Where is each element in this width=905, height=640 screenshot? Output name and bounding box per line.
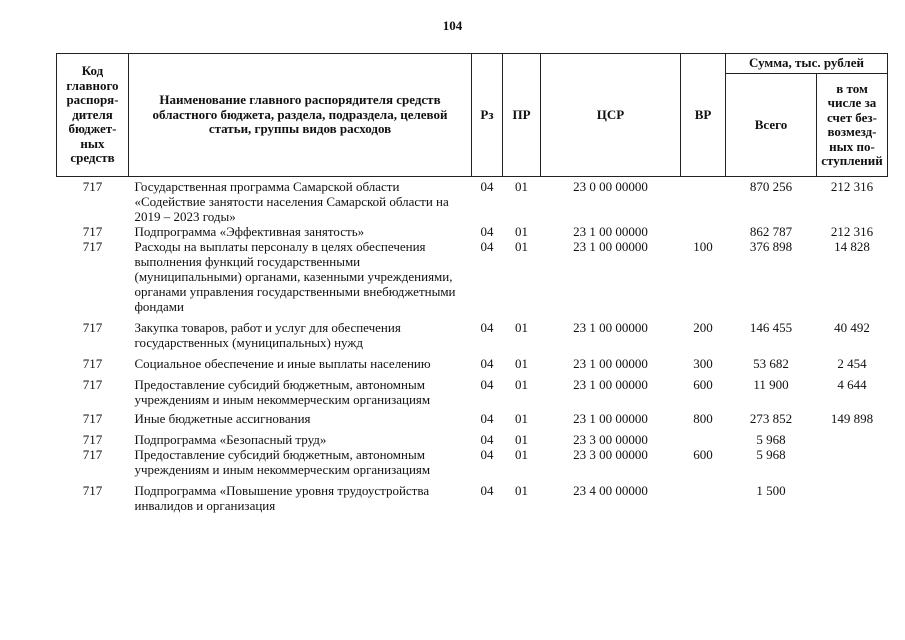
cell-vr (681, 426, 726, 447)
cell-rz: 04 (480, 377, 494, 392)
table-row (57, 371, 888, 407)
cell-free: 149 898 (830, 411, 874, 426)
cell-free: 212 316 (830, 179, 874, 194)
cell-pr: 01 (515, 320, 528, 335)
cell-name: Подпрограмма «Эффективная занятость» (134, 224, 365, 239)
cell-free: 212 316 (830, 224, 874, 239)
cell-rz: 04 (480, 483, 494, 498)
cell-csr: 23 1 00 00000 (573, 239, 648, 254)
cell-pr: 01 (515, 432, 528, 447)
cell-rz: 04 (480, 224, 494, 239)
cell-csr: 23 1 00 00000 (573, 411, 648, 426)
cell-csr: 23 4 00 00000 (573, 483, 648, 498)
cell-name: Подпрограмма «Повышение уровня трудоустройства инвалидов и организация (134, 483, 430, 513)
cell-code: 717 (82, 239, 103, 254)
table-row (57, 314, 888, 350)
cell-rz: 04 (480, 179, 494, 194)
cell-name: Социальное обеспечение и иные выплаты населению (134, 356, 431, 371)
header-sum: Сумма, тыс. рублей (726, 54, 888, 74)
cell-rz: 04 (480, 356, 494, 371)
cell-name: Предоставление субсидий бюджетным, автономным учреждениям и иным некоммерческим организациям (134, 447, 431, 477)
cell-pr: 01 (515, 411, 528, 426)
cell-name: Подпрограмма «Безопасный труд» (134, 432, 327, 447)
table-row (57, 350, 888, 371)
cell-code: 717 (82, 432, 103, 447)
cell-csr: 23 0 00 00000 (573, 179, 648, 194)
table-row (57, 407, 888, 426)
table-row (57, 177, 888, 225)
table-row (57, 447, 888, 477)
cell-code: 717 (82, 483, 103, 498)
cell-total: 376 898 (749, 239, 793, 254)
cell-name: Закупка товаров, работ и услуг для обеспечения государственных (муниципальных) нужд (134, 320, 401, 350)
cell-csr: 23 3 00 00000 (573, 432, 648, 447)
cell-free (817, 447, 888, 477)
cell-pr: 01 (515, 447, 528, 462)
cell-rz: 04 (480, 320, 494, 335)
page-number: 104 (442, 18, 463, 33)
header-total: Всего (726, 74, 817, 177)
cell-rz: 04 (480, 239, 494, 254)
cell-total: 862 787 (749, 224, 793, 239)
table-row (57, 239, 888, 314)
cell-code: 717 (82, 320, 103, 335)
cell-name: Предоставление субсидий бюджетным, автономным учреждениям и иным некоммерческим организациям (134, 377, 431, 407)
cell-vr: 200 (693, 320, 713, 335)
cell-vr: 600 (693, 447, 713, 462)
cell-free: 2 454 (837, 356, 867, 371)
cell-pr: 01 (515, 483, 528, 498)
cell-total: 273 852 (749, 411, 793, 426)
budget-table (56, 53, 888, 513)
cell-name: Государственная программа Самарской области «Содействие занятости населения Самарской области на 2019 – 2023 годы» (134, 179, 449, 224)
cell-free: 40 492 (834, 320, 870, 335)
cell-total: 5 968 (756, 432, 786, 447)
cell-pr: 01 (515, 356, 528, 371)
table-row (57, 224, 888, 239)
cell-vr: 100 (693, 239, 713, 254)
cell-vr: 800 (693, 411, 713, 426)
cell-free: 4 644 (837, 377, 867, 392)
cell-code: 717 (82, 356, 103, 371)
table-row (57, 426, 888, 447)
cell-total: 11 900 (753, 377, 789, 392)
header-code: Код главного распоря-дителя бюджет-ных средств (57, 54, 129, 177)
cell-vr (681, 477, 726, 513)
cell-name: Расходы на выплаты персоналу в целях обеспечения выполнения функций государственными (муниципальными) органами, казенными учреждениями, органами управления государственными внебюджетными фондами (134, 239, 456, 314)
cell-csr: 23 1 00 00000 (573, 356, 648, 371)
cell-rz: 04 (480, 432, 494, 447)
cell-code: 717 (82, 411, 103, 426)
table-row (57, 477, 888, 513)
header-vr: ВР (681, 54, 726, 177)
cell-csr: 23 1 00 00000 (573, 377, 648, 392)
cell-pr: 01 (515, 224, 528, 239)
cell-total: 146 455 (749, 320, 793, 335)
cell-free (817, 426, 888, 447)
cell-csr: 23 3 00 00000 (573, 447, 648, 462)
cell-vr (681, 177, 726, 225)
cell-name: Иные бюджетные ассигнования (134, 411, 311, 426)
cell-code: 717 (82, 179, 103, 194)
cell-vr: 600 (693, 377, 713, 392)
cell-rz: 04 (480, 447, 494, 462)
cell-csr: 23 1 00 00000 (573, 320, 648, 335)
cell-pr: 01 (515, 377, 528, 392)
cell-total: 870 256 (749, 179, 793, 194)
cell-rz: 04 (480, 411, 494, 426)
header-rz: Рз (472, 54, 503, 177)
cell-vr: 300 (693, 356, 713, 371)
header-csr: ЦСР (541, 54, 681, 177)
cell-vr (681, 224, 726, 239)
cell-free: 14 828 (834, 239, 870, 254)
cell-code: 717 (82, 224, 103, 239)
cell-total: 5 968 (756, 447, 786, 462)
header-free: в том числе за счет без-возмезд-ных по-ступлений (817, 74, 888, 177)
cell-pr: 01 (515, 239, 528, 254)
header-pr: ПР (503, 54, 541, 177)
cell-free (817, 477, 888, 513)
cell-csr: 23 1 00 00000 (573, 224, 648, 239)
cell-total: 1 500 (756, 483, 786, 498)
cell-total: 53 682 (753, 356, 789, 371)
cell-code: 717 (82, 377, 103, 392)
header-name: Наименование главного распорядителя средств областного бюджета, раздела, подраздела, целевой статьи, группы видов расходов (129, 54, 472, 177)
cell-code: 717 (82, 447, 103, 462)
cell-pr: 01 (515, 179, 528, 194)
